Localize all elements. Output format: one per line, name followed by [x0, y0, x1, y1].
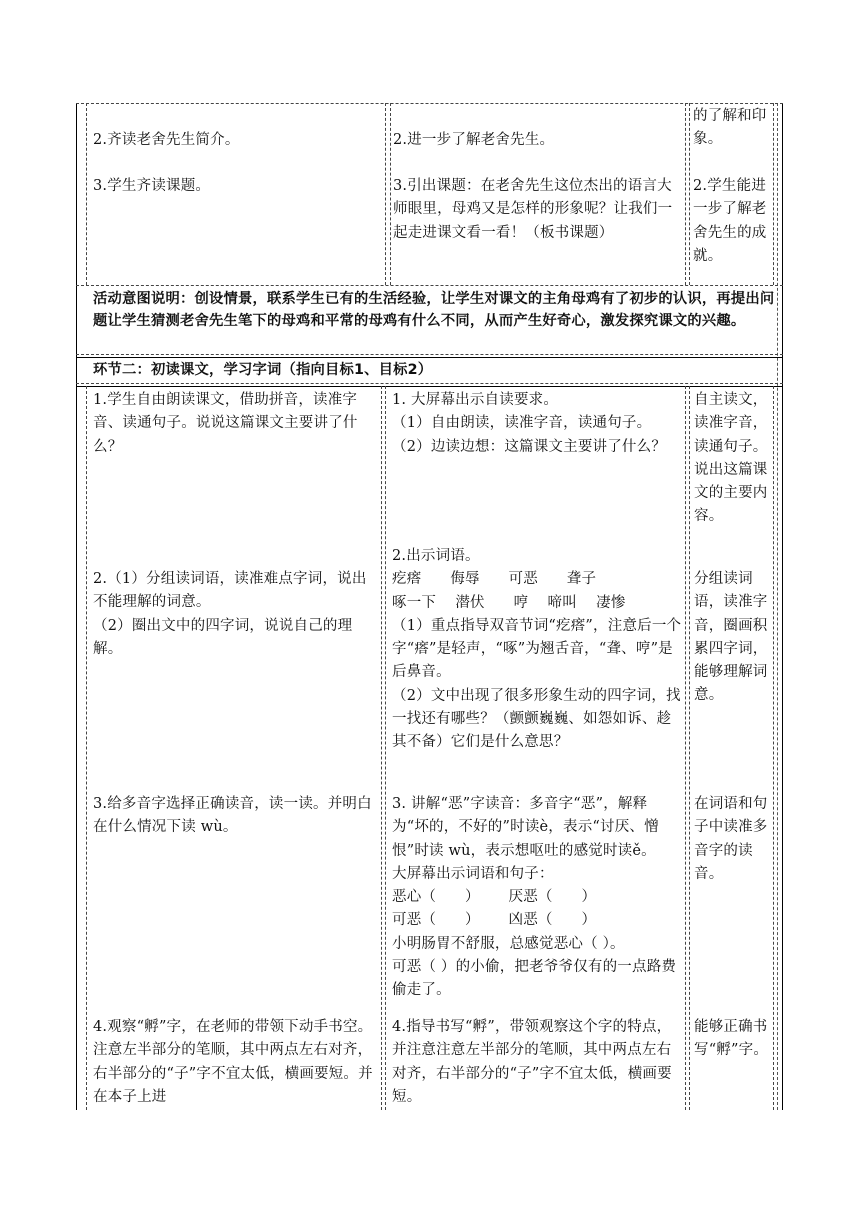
col-divider: [773, 103, 774, 285]
goal-bottom: [693, 175, 767, 268]
col-divider: [385, 103, 386, 285]
student-activity-3: [93, 175, 378, 198]
intent-text: 活动意图说明：创设情景，联系学生已有的生活经验，让学生对课文的主角母鸡有了初步的认识，再提出问题让学生猜测老舍先生笔下的母鸡和平常的母鸡有什么不同，从而产生好奇心，激发探究课文的兴趣。: [93, 291, 775, 329]
goal-text: 的了解和印象。: [693, 108, 767, 148]
cell-text: 可恶（ ）的小偷，把老爷爷仅有的一点路费偷走了。: [392, 959, 677, 999]
cell-text: 小明肠胃不舒服，总感觉恶心（ ）。: [392, 935, 625, 952]
cell-text: 4.指导书写“孵”，带领观察这个字的特点，并注意注意左半部分的笔顺，其中两点左右对齐，右半部分的“子”字不宜太低，横画要短。: [392, 1019, 672, 1105]
goal-text: 2.学生能进一步了解老舍先生的成就。: [693, 178, 767, 264]
teacher-activity-text: 2.进一步了解老舍先生。: [393, 132, 555, 148]
cell-text: （2）圈出文中的四字词，说说自己的理解。: [93, 617, 353, 657]
col-divider: [86, 386, 87, 1110]
table-row-1-teacher: [392, 389, 684, 459]
cell-text: （1）自由朗读，读准字音，读通句子。: [392, 415, 652, 432]
cell-text: 2.（1）分组读词语，读准难点字词，说出不能理解的词意。: [93, 571, 367, 611]
row-divider: [76, 386, 783, 387]
table-row-3-student: [93, 793, 377, 840]
col-divider: [685, 103, 686, 285]
activity-intent-note: [93, 288, 775, 332]
cell-text: 能够正确书写“孵”字。: [694, 1019, 769, 1059]
cell-text: 大屏幕出示词语和句子：: [392, 865, 554, 882]
student-activity-2: [93, 129, 378, 152]
table-row-2-goal: [694, 568, 768, 708]
row-divider: [76, 354, 783, 355]
row-divider: [76, 357, 783, 358]
col-divider: [689, 103, 690, 285]
cell-text: 自主读文，读准字音，读通句子。说出这篇课文的主要内容。: [694, 392, 768, 525]
cell-text: 1.学生自由朗读课文，借助拼音，读准字音、读通句子。说说这篇课文主要讲了什么？: [93, 392, 358, 455]
table-row-4-student: [93, 1016, 377, 1109]
col-divider: [381, 386, 382, 1110]
cell-text: 在词语和句子中读准多音字的读音。: [694, 796, 768, 882]
table-border-right-inner: [777, 103, 779, 1110]
table-row-4-goal: [694, 1016, 768, 1063]
col-divider: [689, 386, 690, 1110]
table-row-4-teacher: [392, 1016, 684, 1109]
cell-text: 3. 讲解“恶”字读音：多音字“恶”，解释为“坏的，不好的”时读è，表示“讨厌、憎恨”时读 wù，表示想呕吐的感觉时读ě。: [392, 796, 659, 859]
teacher-activity-2: [393, 129, 681, 152]
word-list-line: 疙瘩 侮辱 可恶 聋子: [392, 571, 597, 588]
cell-text: 1. 大屏幕出示自读要求。: [392, 392, 559, 408]
table-border-right: [782, 103, 783, 1110]
table-row-2-teacher: [392, 545, 684, 755]
student-activity-text: 2.齐读老舍先生简介。: [93, 132, 240, 148]
row-divider: [76, 285, 783, 286]
teacher-activity-text: 3.引出课题：在老舍先生这位杰出的语言大师眼里，母鸡又是怎样的形象呢？让我们一起走进课文看一看！（板书课题）: [393, 178, 673, 241]
table-row-3-goal: [694, 793, 768, 886]
cell-text: 4.观察“孵”字，在老师的带领下动手书空。注意左半部分的笔顺，其中两点左右对齐，右半部分的“子”字不宜太低，横画要短。并在本子上进: [93, 1019, 373, 1105]
word-list-line: 啄一下 潜伏 哼 啼叫 凄惨: [392, 594, 626, 611]
cell-text: 3.给多音字选择正确读音，读一读。并明白在什么情况下读 wù。: [93, 796, 372, 836]
section-heading: 环节二：初读课文，学习字词（指向目标1、目标2）: [93, 362, 433, 378]
student-activity-text: 3.学生齐读课题。: [93, 178, 211, 194]
table-row-3-teacher: [392, 793, 684, 1003]
table-row-1-goal: [694, 389, 768, 529]
cell-text: （2）边读边想：这篇课文主要讲了什么？: [392, 438, 667, 455]
col-divider: [86, 103, 87, 285]
row-divider: [76, 103, 783, 104]
cell-text: （2）文中出现了很多形象生动的四字词，找一找还有哪些？（颤颤巍巍、如怨如诉、趁其不备）它们是什么意思？: [392, 687, 681, 751]
cell-text: 2.出示词语。: [392, 548, 480, 564]
lesson-plan-table: [76, 103, 783, 1110]
col-divider: [773, 386, 774, 1110]
col-divider: [390, 103, 391, 285]
table-border-left: [76, 103, 77, 1110]
col-divider: [685, 386, 686, 1110]
cell-text: 分组读词语，读准字音，圈画积累四字词，能够理解词意。: [694, 571, 768, 704]
goal-top: [693, 105, 767, 152]
teacher-activity-3: [393, 175, 681, 245]
table-row-2-student: [93, 568, 377, 661]
col-divider: [385, 386, 386, 1110]
cell-text: （1）重点指导双音节词“疙瘩”，注意后一个字“瘩”是轻声，“啄”为翘舌音，“聋、哼”是后鼻音。: [392, 617, 682, 681]
row-divider: [76, 383, 783, 384]
table-row-1-student: [93, 389, 377, 459]
step2-title: [93, 359, 775, 381]
exercise-line: 可恶（ ） 凶恶（ ）: [392, 912, 597, 929]
exercise-line: 恶心（ ） 厌恶（ ）: [392, 889, 597, 906]
